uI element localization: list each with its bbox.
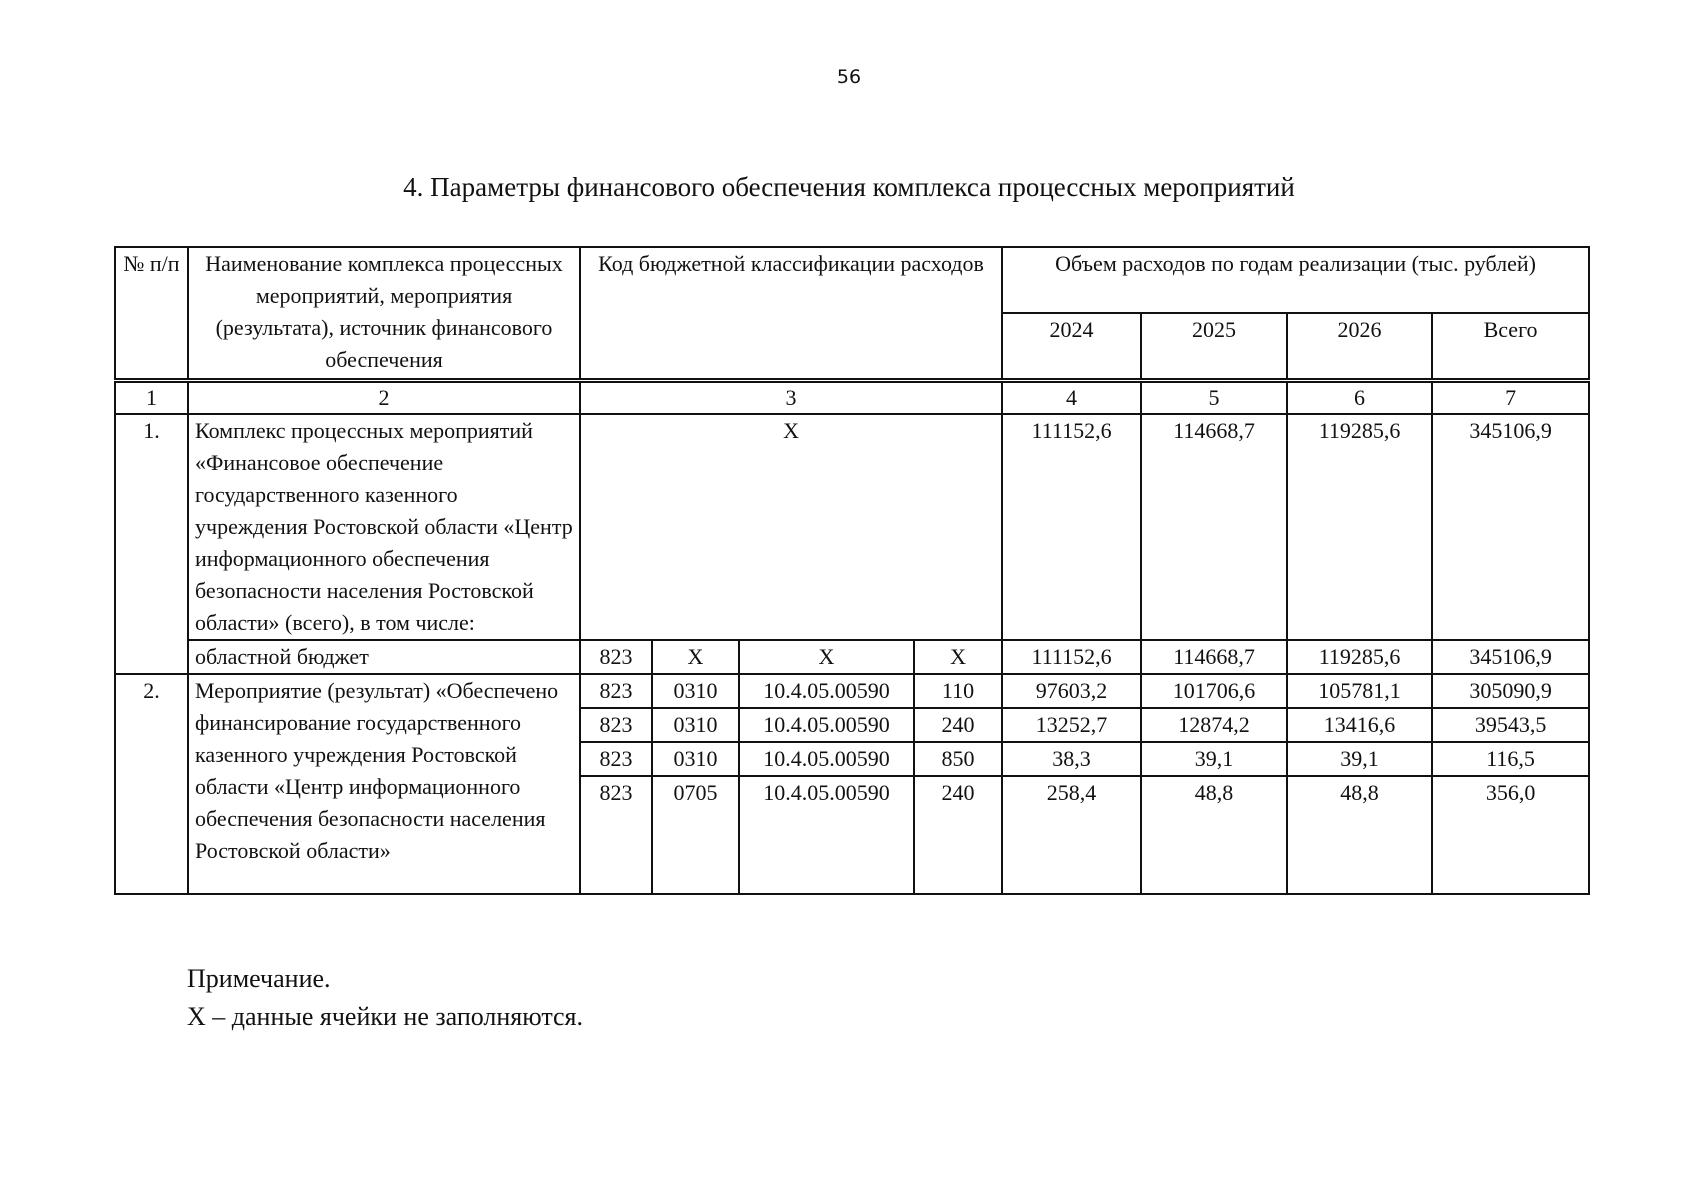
header-year-2026: 2026 bbox=[1287, 313, 1432, 381]
note-title: Примечание. bbox=[187, 964, 331, 993]
code-csr: 10.4.05.00590 bbox=[739, 742, 914, 776]
code-rzpr: 0310 bbox=[652, 708, 739, 742]
column-number: 3 bbox=[580, 381, 1002, 415]
value-2025: 48,8 bbox=[1141, 776, 1287, 894]
header-name: Наименование комплекса процессных мероприятий, мероприятия (результата), источник финансового обеспечения bbox=[188, 247, 580, 381]
value-2025: 39,1 bbox=[1141, 742, 1287, 776]
value-2026: 48,8 bbox=[1287, 776, 1432, 894]
row-number: 1. bbox=[115, 414, 188, 674]
code-csr: 10.4.05.00590 bbox=[739, 708, 914, 742]
value-2025: 101706,6 bbox=[1141, 674, 1287, 708]
page-number: 56 bbox=[836, 66, 862, 88]
column-number: 6 bbox=[1287, 381, 1432, 415]
value-2024: 258,4 bbox=[1002, 776, 1141, 894]
value-2024: 111152,6 bbox=[1002, 640, 1141, 674]
financing-table bbox=[114, 246, 1590, 895]
header-year-2025: 2025 bbox=[1141, 313, 1287, 381]
section-title: 4. Параметры финансового обеспечения комплекса процессных мероприятий bbox=[403, 172, 1295, 202]
budget-code: X bbox=[580, 414, 1002, 640]
header-row bbox=[115, 247, 1589, 313]
table-row bbox=[115, 640, 1589, 674]
value-2025: 114668,7 bbox=[1141, 414, 1287, 640]
code-gr: 823 bbox=[580, 674, 652, 708]
note-text: X – данные ячейки не заполняются. bbox=[187, 1002, 584, 1031]
value-2024: 13252,7 bbox=[1002, 708, 1141, 742]
value-2026: 119285,6 bbox=[1287, 640, 1432, 674]
header-total: Всего bbox=[1432, 313, 1589, 381]
row-number: 2. bbox=[115, 674, 188, 894]
column-number: 2 bbox=[188, 381, 580, 415]
value-2024: 38,3 bbox=[1002, 742, 1141, 776]
value-2024: 97603,2 bbox=[1002, 674, 1141, 708]
value-2026: 39,1 bbox=[1287, 742, 1432, 776]
table-row bbox=[115, 674, 1589, 708]
code-rzpr: 0705 bbox=[652, 776, 739, 894]
code-gr: 823 bbox=[580, 708, 652, 742]
column-number: 4 bbox=[1002, 381, 1141, 415]
header-num: № п/п bbox=[115, 247, 188, 381]
code-vr: 110 bbox=[914, 674, 1002, 708]
value-total: 345106,9 bbox=[1432, 640, 1589, 674]
header-volume: Объем расходов по годам реализации (тыс. рублей) bbox=[1002, 247, 1589, 313]
code-vr: 240 bbox=[914, 776, 1002, 894]
code-csr: 10.4.05.00590 bbox=[739, 776, 914, 894]
value-2026: 119285,6 bbox=[1287, 414, 1432, 640]
value-2026: 105781,1 bbox=[1287, 674, 1432, 708]
column-number: 5 bbox=[1141, 381, 1287, 415]
code-vr: 850 bbox=[914, 742, 1002, 776]
code-gr: 823 bbox=[580, 742, 652, 776]
code-gr: 823 bbox=[580, 776, 652, 894]
funding-source: областной бюджет bbox=[188, 640, 580, 674]
value-total: 345106,9 bbox=[1432, 414, 1589, 640]
column-numbers-row bbox=[115, 381, 1589, 415]
value-2024: 111152,6 bbox=[1002, 414, 1141, 640]
table-row bbox=[115, 414, 1589, 640]
value-total: 39543,5 bbox=[1432, 708, 1589, 742]
code-csr: X bbox=[739, 640, 914, 674]
code-rzpr: 0310 bbox=[652, 742, 739, 776]
row-name: Комплекс процессных мероприятий «Финансовое обеспечение государственного казенного учреждения Ростовской области «Центр информационного обеспечения безопасности населения Ростовской области» (всего), в том числе: bbox=[188, 414, 580, 640]
value-2026: 13416,6 bbox=[1287, 708, 1432, 742]
value-2025: 12874,2 bbox=[1141, 708, 1287, 742]
value-total: 116,5 bbox=[1432, 742, 1589, 776]
code-rzpr: X bbox=[652, 640, 739, 674]
code-gr: 823 bbox=[580, 640, 652, 674]
code-rzpr: 0310 bbox=[652, 674, 739, 708]
note bbox=[187, 960, 583, 1036]
header-code: Код бюджетной классификации расходов bbox=[580, 247, 1002, 381]
value-2025: 114668,7 bbox=[1141, 640, 1287, 674]
value-total: 356,0 bbox=[1432, 776, 1589, 894]
code-csr: 10.4.05.00590 bbox=[739, 674, 914, 708]
header-year-2024: 2024 bbox=[1002, 313, 1141, 381]
row-name: Мероприятие (результат) «Обеспечено финансирование государственного казенного учреждения Ростовской области «Центр информационного обеспечения безопасности населения Ростовской области» bbox=[188, 674, 580, 894]
value-total: 305090,9 bbox=[1432, 674, 1589, 708]
code-vr: 240 bbox=[914, 708, 1002, 742]
column-number: 7 bbox=[1432, 381, 1589, 415]
column-number: 1 bbox=[115, 381, 188, 415]
code-vr: X bbox=[914, 640, 1002, 674]
